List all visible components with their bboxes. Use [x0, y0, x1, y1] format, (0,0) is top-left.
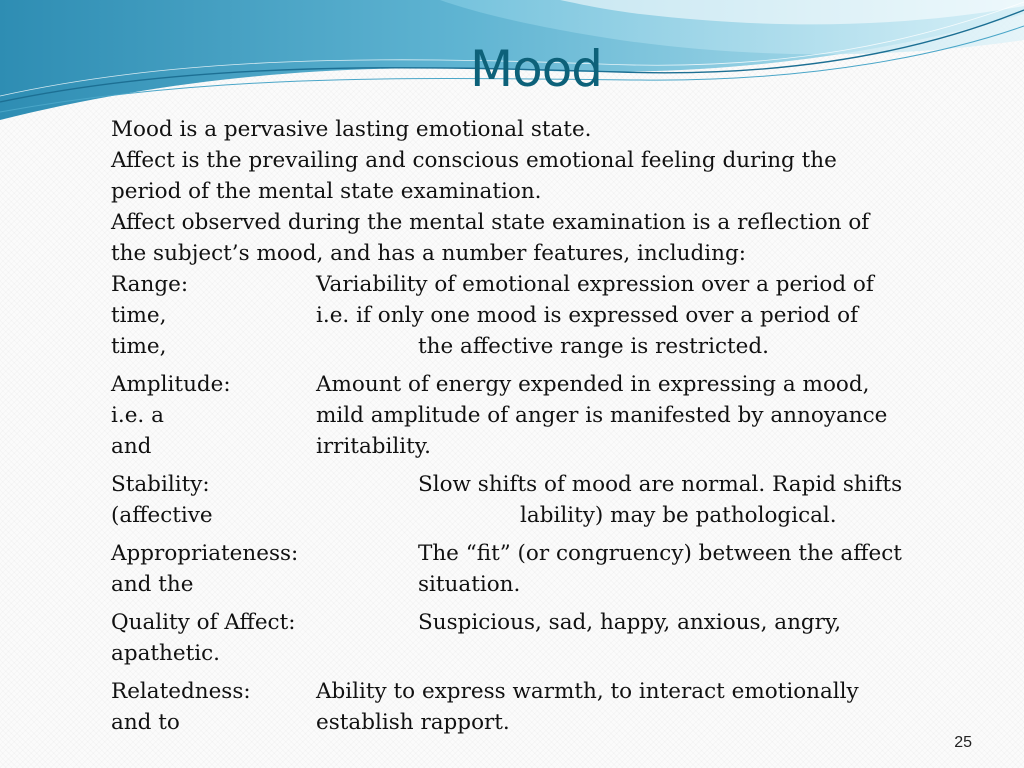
- feature-term-continued: and to: [111, 710, 180, 735]
- list-item: [111, 569, 991, 600]
- feature-amplitude: [111, 369, 991, 462]
- feature-quality: [111, 607, 991, 669]
- feature-term-continued: time,: [111, 303, 167, 328]
- page-number: 25: [954, 734, 972, 751]
- list-item: [111, 607, 991, 638]
- feature-definition: the affective range is restricted.: [418, 334, 769, 359]
- feature-term: Relatedness:: [111, 679, 251, 704]
- feature-definition: Ability to express warmth, to interact emotionally: [316, 679, 859, 704]
- feature-definition: mild amplitude of anger is manifested by annoyance: [316, 403, 888, 428]
- feature-definition: The “fit” (or congruency) between the affect: [418, 541, 902, 566]
- list-item: [111, 300, 991, 331]
- feature-stability: [111, 469, 991, 531]
- list-item: [111, 676, 991, 707]
- list-item: [111, 269, 991, 300]
- feature-definition-continued: apathetic.: [111, 641, 221, 666]
- list-item: [111, 638, 991, 669]
- feature-appropriateness: [111, 538, 991, 600]
- feature-definition: Suspicious, sad, happy, anxious, angry,: [418, 610, 842, 635]
- list-item: [111, 400, 991, 431]
- feature-term-continued: i.e. a: [111, 403, 164, 428]
- feature-definition: Amount of energy expended in expressing a mood,: [316, 372, 870, 397]
- list-item: [111, 369, 991, 400]
- list-item: [111, 707, 991, 738]
- feature-definition: lability) may be pathological.: [520, 503, 837, 528]
- feature-term: Quality of Affect:: [111, 610, 296, 635]
- list-item: [111, 500, 991, 531]
- slide-body: [111, 114, 991, 738]
- intro-line-3: period of the mental state examination.: [111, 179, 542, 204]
- feature-term-continued: time,: [111, 334, 167, 359]
- feature-term: Stability:: [111, 472, 210, 497]
- feature-range: [111, 269, 991, 362]
- list-item: [111, 431, 991, 462]
- feature-definition: Variability of emotional expression over a period of: [316, 272, 874, 297]
- slide-title: Mood: [469, 40, 603, 98]
- list-item: [111, 331, 991, 362]
- list-item: [111, 469, 991, 500]
- feature-definition: irritability.: [316, 434, 431, 459]
- feature-definition: Slow shifts of mood are normal. Rapid shifts: [418, 472, 903, 497]
- intro-line-4: Affect observed during the mental state examination is a reflection of: [111, 210, 870, 235]
- feature-term-continued: and the: [111, 572, 194, 597]
- intro-line-1: Mood is a pervasive lasting emotional state.: [111, 117, 592, 142]
- feature-term: Range:: [111, 272, 189, 297]
- feature-relatedness: [111, 676, 991, 738]
- feature-term: Appropriateness:: [111, 541, 299, 566]
- feature-term-continued: (affective: [111, 503, 213, 528]
- feature-definition: i.e. if only one mood is expressed over a period of: [316, 303, 859, 328]
- feature-term: Amplitude:: [111, 372, 231, 397]
- feature-definition: situation.: [418, 572, 521, 597]
- intro-line-5: the subject’s mood, and has a number features, including:: [111, 241, 746, 266]
- list-item: [111, 538, 991, 569]
- intro-line-2: Affect is the prevailing and conscious emotional feeling during the: [111, 148, 837, 173]
- feature-term-continued: and: [111, 434, 152, 459]
- feature-definition: establish rapport.: [316, 710, 510, 735]
